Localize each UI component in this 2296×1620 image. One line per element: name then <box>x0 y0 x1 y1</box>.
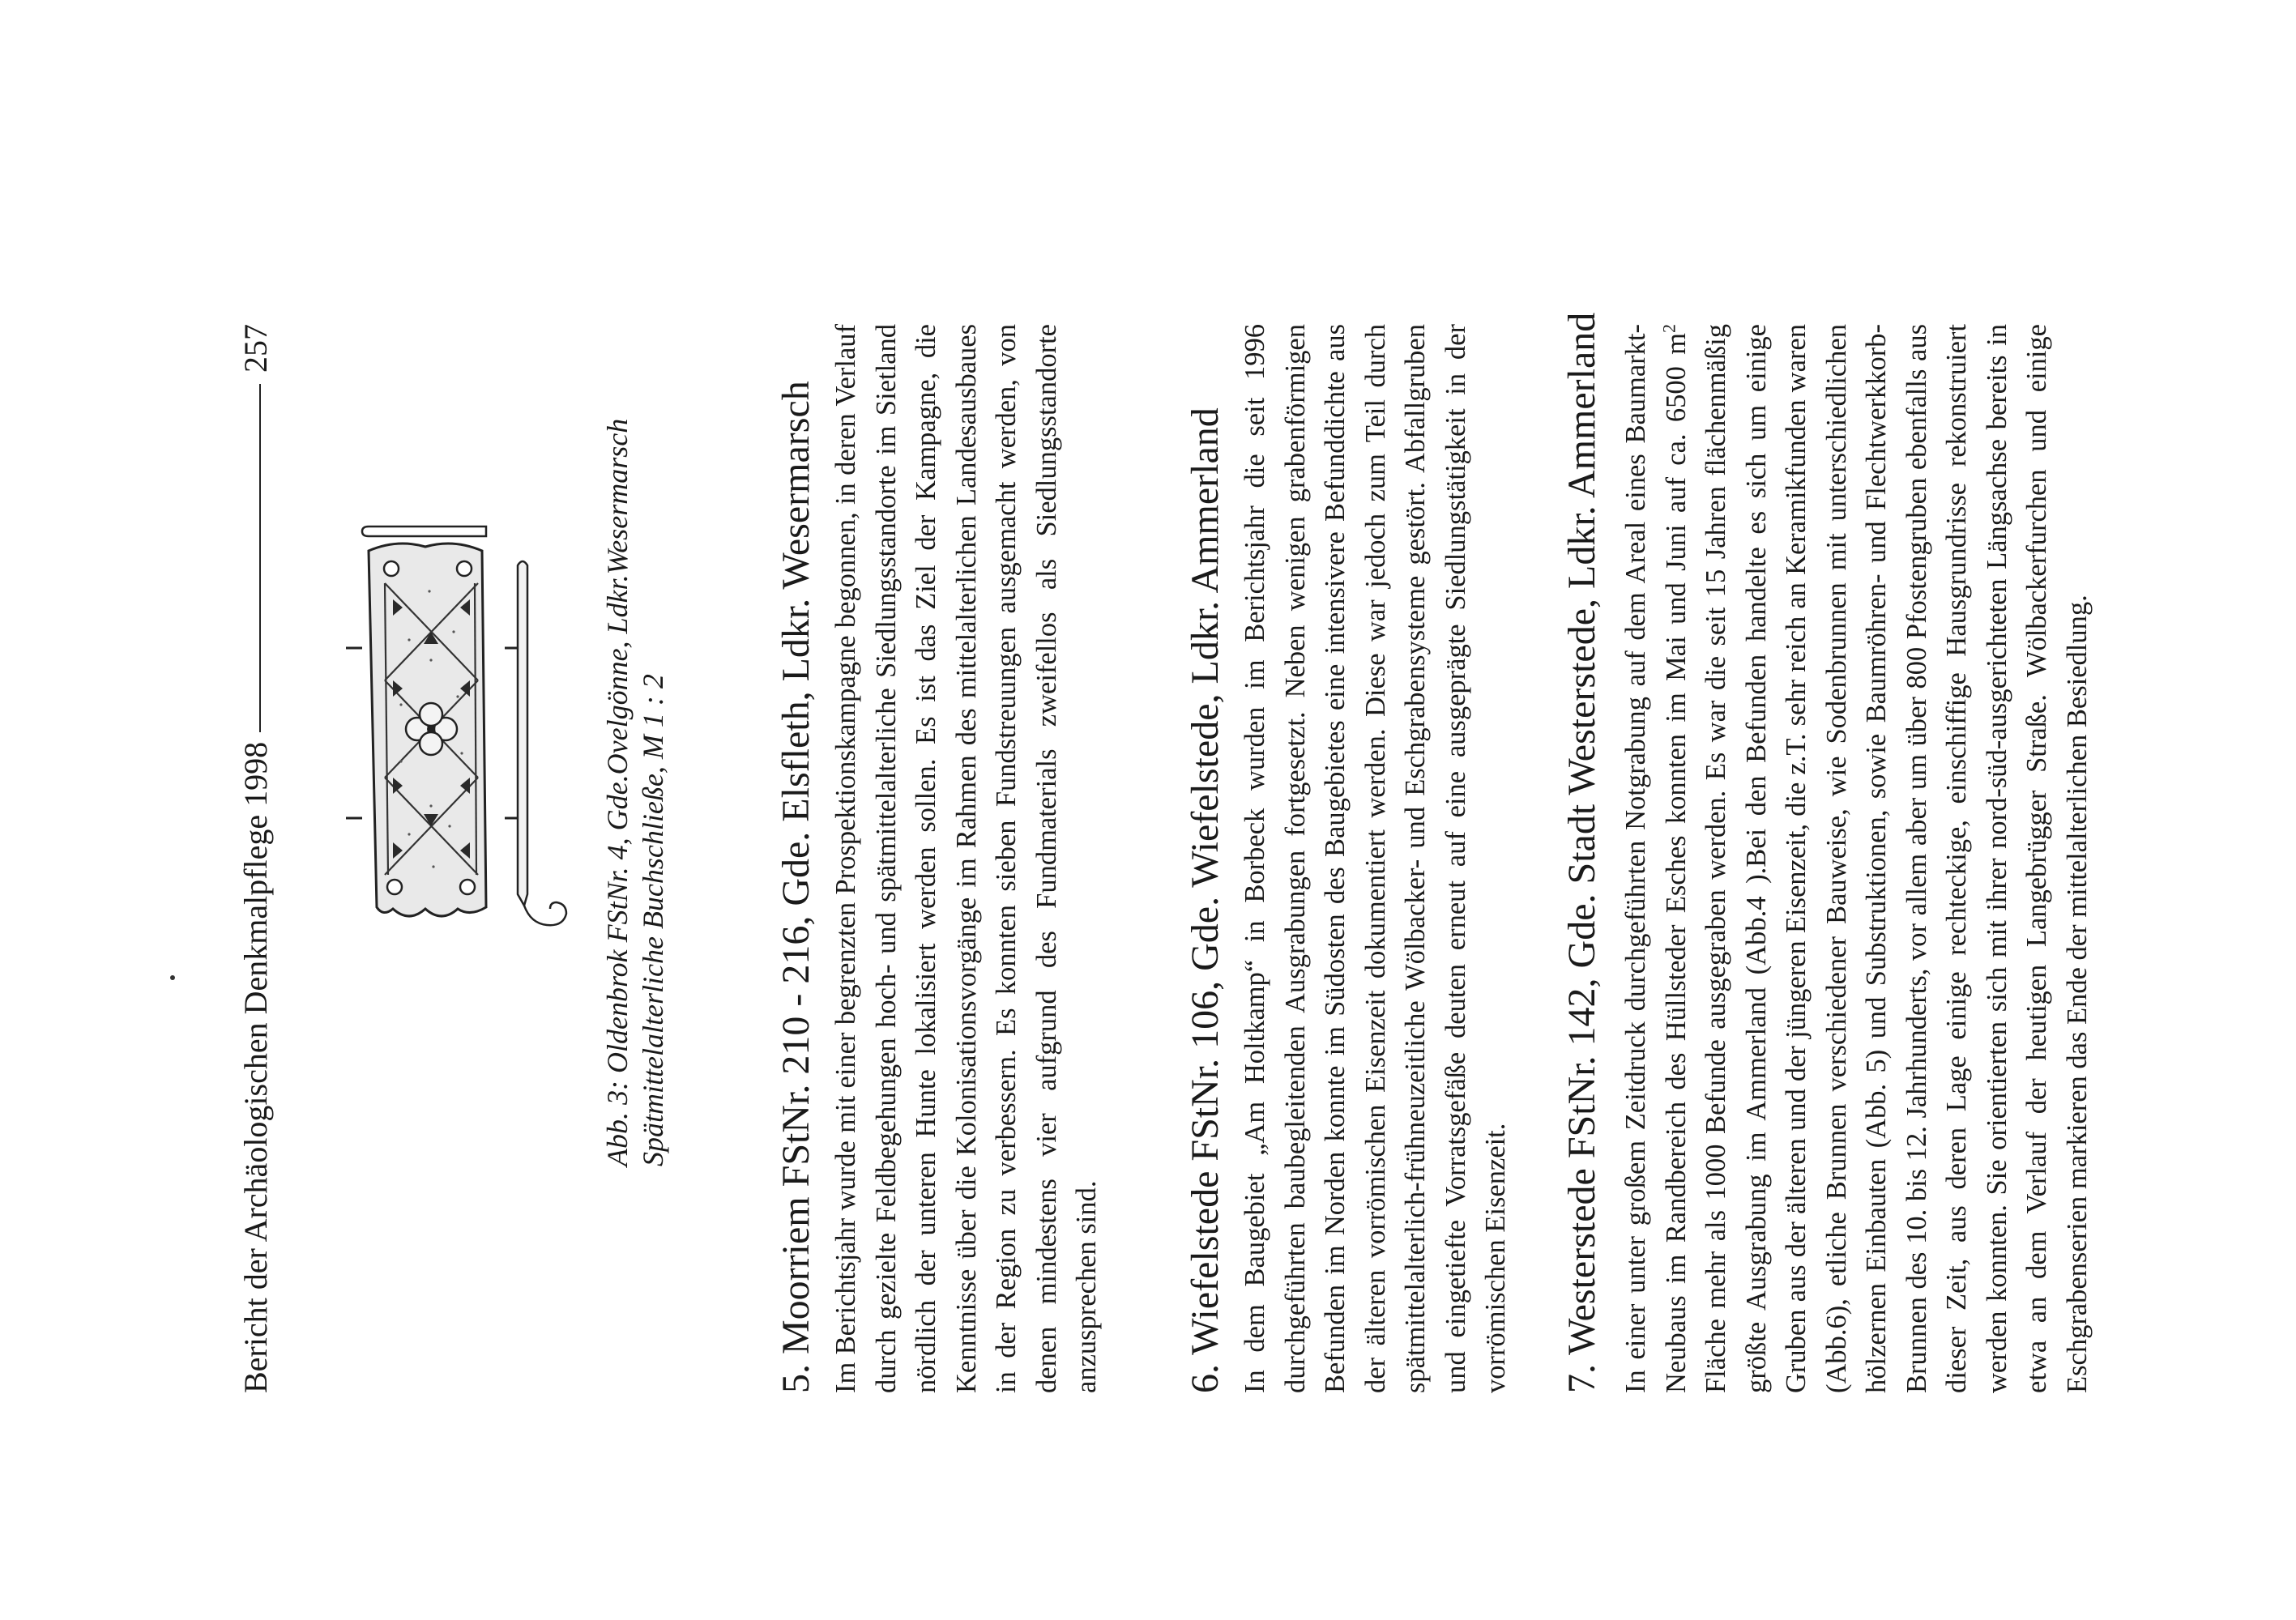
section-7-heading: 7. Westerstede FStNr. 142, Gde. Stadt Westerstede, Ldkr. Ammerland <box>1560 312 1603 1393</box>
section-7-text-start: In einer unter großem Zeitdruck durchgeführten Notgrabung auf dem Areal eines Baumarkt-Neubaus im Randbereich des Hüllsteder Esches konnten im Mai und Juni auf ca. 6500 m <box>1620 324 1692 1393</box>
section-5-body <box>826 324 1107 1393</box>
figure-buckle-drawing <box>320 502 612 956</box>
header-title: Bericht der Archäologischen Denkmalpflege 1998 <box>237 741 274 1393</box>
section-5-heading: 5. Moorriem FStNr. 210 - 216, Gde. Elsfleth, Ldkr. Wesermarsch <box>775 381 817 1393</box>
section-6-paragraph: In dem Baugebiet „Am Holtkamp“ in Borbeck wurden im Berichtsjahr die seit 1996 durchgeführten baubegleitenden Ausgrabungen fortgesetzt. Neben wenigen grabenförmigen Befunden im Norden konnte im Südosten des Baugebietes eine intensivere Befunddichte aus der älteren vorrömischen Eisenzeit dokumentiert werden. Diese war jedoch zum Teil durch spätmittelalterlich-frühneuzeitliche Wölbacker- und Eschgrabensysteme gestört. Abfallgruben und eingetiefte Vorratsgefäße deuten erneut auf eine ausgeprägte Siedlungstätigkeit in der vorrömischen Eisenzeit. <box>1240 324 1511 1393</box>
section-6-body <box>1235 324 1517 1393</box>
stray-dot <box>170 975 175 980</box>
section-5-paragraph: Im Berichtsjahr wurde mit einer begrenzten Prospektionskampagne begonnen, in deren Verlauf durch gezielte Feldbegehungen hoch- und spätmittelalterliche Siedlungsstandorte im Sietland nördlich der unteren Hunte lokalisiert werden sollen. Es ist das Ziel der Kampagne, die Kenntnisse über die Kolonisationsvorgänge im Rahmen des mittelalterlichen Landesausbaues in der Region zu verbessern. Es konnten sieben Fundstreuungen ausgemacht werden, von denen mindestens vier aufgrund des Fundmaterials zweifellos als Siedlungsstandorte anzusprechen sind. <box>830 324 1102 1393</box>
section-6-heading: 6. Wiefelstede FStNr. 106, Gde. Wiefelstede, Ldkr. Ammerland <box>1184 407 1227 1393</box>
section-7-body <box>1616 324 2098 1393</box>
header-rule <box>259 384 261 732</box>
section-7-paragraph <box>1616 324 2098 1393</box>
figure-caption <box>600 324 671 1166</box>
buckle-illustration <box>320 502 612 956</box>
section-7-text-rest: Fläche mehr als 1000 Befunde ausgegraben werden. Es war die seit 15 Jahren flächenmäßig größte Ausgrabung im Ammerland (Abb.4 ).Bei den Befunden handelte es sich um einige Gruben aus der älteren und der jüngeren Eisenzeit, die z.T. sehr reich an Keramikfunden waren (Abb.6), etliche Brunnen verschiedener Bauweise, wie Sodenbrunnen mit unterschiedlichen hölzernen Einbauten (Abb. 5) und Substruktionen, sowie Baumröhren- und Flechtwerkkorb-Brunnen des 10. bis 12. Jahrhunderts, vor allem aber um über 800 Pfostengruben ebenfalls aus dieser Zeit, aus deren Lage einige rechteckige, einschiffige Hausgrundrisse rekonstruiert werden konnten. Sie orientierten sich mit ihrer nord-süd-ausgerichteten Längsachse bereits in etwa an dem Verlauf der heutigen Langebrügger Straße. Wölbackerfurchen und einige Eschgrabenserien markieren das Ende der mittelalterlichen Besiedlung. <box>1701 324 2093 1393</box>
square-meter-superscript: 2 <box>1658 324 1679 333</box>
figure-caption-line-1: Abb. 3: Oldenbrok FStNr. 4, Gde.Ovelgönne, Ldkr.Wesermarsch <box>601 418 634 1166</box>
document-page <box>0 162 2187 1620</box>
figure-caption-line-2: Spätmittelalterliche Buchschließe, M 1 : 2 <box>637 674 669 1166</box>
page-number: 257 <box>237 324 274 373</box>
running-header <box>237 324 274 1393</box>
